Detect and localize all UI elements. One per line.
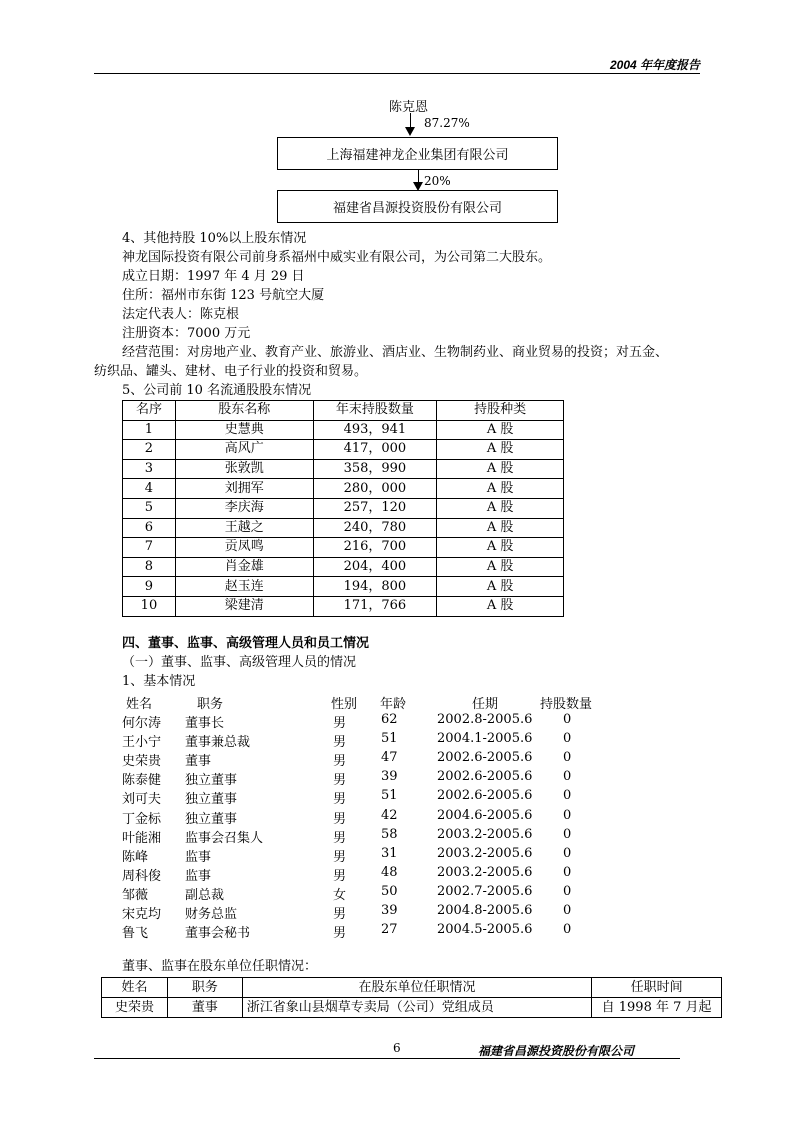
cell-tenure: 2004.1-2005.6	[437, 731, 533, 747]
cell-name: 王越之	[175, 518, 313, 538]
cell-age: 39	[381, 769, 398, 785]
staff-header-row	[0, 693, 794, 712]
page-number: 6	[393, 1041, 401, 1055]
col-header-name: 姓名	[126, 697, 153, 712]
cell-tenure: 自 1998 年 7 月起	[592, 998, 722, 1018]
cell-shares: 0	[563, 845, 572, 861]
cell-post: 监事会召集人	[185, 830, 264, 846]
cell-tenure: 2002.6-2005.6	[437, 769, 533, 785]
cell-name: 王小宁	[122, 735, 162, 751]
cell-shares: 280，000	[313, 479, 437, 499]
cell-age: 39	[381, 903, 398, 918]
cell-name: 高风广	[175, 440, 313, 460]
cell-shares: 0	[563, 750, 572, 766]
section4-line4: 法定代表人：陈克根	[122, 307, 240, 322]
col-header-type: 持股种类	[437, 401, 564, 421]
cell-tenure: 2002.6-2005.6	[437, 788, 533, 804]
table-header-row	[102, 978, 722, 998]
diagram-arrow-1-line	[410, 113, 411, 128]
cell-shares: 194，800	[313, 577, 437, 597]
cell-name: 史慧典	[175, 420, 313, 440]
cell-post: 监事	[185, 868, 212, 884]
diagram-arrow-2-line	[418, 169, 419, 183]
cell-gender: 男	[333, 792, 347, 808]
cell-shares: 0	[563, 883, 572, 899]
cell-rank: 5	[123, 498, 176, 518]
cell-shares: 204，400	[313, 557, 437, 577]
section4-line3: 住所：福州市东街 123 号航空大厦	[122, 288, 325, 303]
chapter4-heading: 四、董事、监事、高级管理人员和员工情况	[122, 636, 370, 651]
col-header-tenure: 任职时间	[592, 978, 722, 998]
staff-row	[0, 788, 794, 807]
cell-name: 肖金雄	[175, 557, 313, 577]
cell-gender: 男	[333, 716, 347, 731]
cell-post: 董事兼总裁	[185, 735, 251, 751]
cell-gender: 男	[333, 830, 347, 846]
cell-post: 董事长	[185, 716, 225, 731]
col-header-shares: 年末持股数量	[313, 401, 437, 421]
cell-tenure: 2004.5-2005.6	[437, 922, 533, 938]
cell-name: 史荣贵	[122, 754, 162, 770]
table-row	[123, 459, 564, 479]
col-header-post: 职务	[197, 697, 224, 712]
cell-name: 何尔涛	[122, 716, 162, 731]
table-header-row	[123, 401, 564, 421]
cell-age: 58	[381, 826, 398, 842]
cell-name: 刘可夫	[122, 792, 162, 808]
cell-shares: 0	[563, 731, 572, 747]
cell-tenure: 2002.8-2005.6	[437, 712, 533, 727]
top10-shareholders-table	[122, 400, 564, 617]
cell-post: 副总裁	[185, 887, 225, 903]
cell-type: A 股	[437, 420, 564, 440]
cell-rank: 2	[123, 440, 176, 460]
cell-post: 董事	[167, 998, 242, 1018]
table-row	[123, 440, 564, 460]
section4-heading: 4、其他持股 10%以上股东情况	[122, 231, 307, 246]
cell-post: 独立董事	[185, 811, 238, 827]
cell-shares: 171，766	[313, 596, 437, 616]
staff-row	[0, 712, 794, 731]
cell-age: 51	[381, 788, 398, 804]
cell-type: A 股	[437, 459, 564, 479]
cell-name: 叶能湘	[122, 830, 162, 846]
cell-name: 刘拥军	[175, 479, 313, 499]
cell-age: 31	[381, 845, 398, 861]
cell-tenure: 2003.2-2005.6	[437, 826, 533, 842]
cell-shares: 0	[563, 712, 572, 727]
cell-gender: 女	[333, 887, 347, 903]
cell-shares: 216，700	[313, 538, 437, 558]
cell-shares: 0	[563, 769, 572, 785]
table-row	[102, 998, 722, 1018]
cell-type: A 股	[437, 498, 564, 518]
staff-row	[0, 808, 794, 827]
cell-name: 陈峰	[122, 849, 149, 865]
cell-age: 50	[381, 883, 398, 899]
cell-age: 62	[381, 712, 398, 727]
staff-row	[0, 750, 794, 769]
col-header-name: 股东名称	[175, 401, 313, 421]
cell-name: 邹薇	[122, 887, 149, 903]
cell-tenure: 2002.6-2005.6	[437, 750, 533, 766]
cell-shares: 0	[563, 826, 572, 842]
staff-row	[0, 865, 794, 884]
cell-type: A 股	[437, 518, 564, 538]
cell-gender: 男	[333, 735, 347, 751]
cell-gender: 男	[333, 773, 347, 789]
cell-gender: 男	[333, 811, 347, 827]
cell-rank: 8	[123, 557, 176, 577]
cell-rank: 4	[123, 479, 176, 499]
cell-post: 董事会秘书	[185, 926, 251, 942]
col-header-rank: 名序	[123, 401, 176, 421]
chapter4-sub1: （一）董事、监事、高级管理人员的情况	[122, 655, 357, 670]
col-header-name: 姓名	[102, 978, 168, 998]
cell-name: 贡凤鸣	[175, 538, 313, 558]
section5-heading: 5、公司前 10 名流通股股东情况	[122, 383, 312, 398]
col-header-shares: 持股数量	[540, 697, 593, 712]
cell-shares: 0	[563, 903, 572, 918]
staff-row	[0, 827, 794, 846]
cell-name: 史荣贵	[102, 998, 168, 1018]
cell-name: 鲁飞	[122, 926, 149, 942]
col-header-shareholder-post: 在股东单位任职情况	[242, 978, 591, 998]
cell-shares: 417，000	[313, 440, 437, 460]
table-row	[123, 420, 564, 440]
cell-name: 宋克均	[122, 907, 162, 922]
cell-post: 监事	[185, 849, 212, 865]
cell-rank: 10	[123, 596, 176, 616]
table-row	[123, 577, 564, 597]
section4-line6b: 纺织品、罐头、建材、电子行业的投资和贸易。	[94, 364, 368, 379]
cell-shares: 493，941	[313, 420, 437, 440]
cell-shareholder-post: 浙江省象山县烟草专卖局（公司）党组成员	[242, 998, 591, 1018]
table-row	[123, 518, 564, 538]
diagram-box-parent-label: 上海福建神龙企业集团有限公司	[326, 148, 509, 163]
cell-tenure: 2004.6-2005.6	[437, 807, 533, 823]
cell-age: 42	[381, 807, 398, 823]
report-title: 2004 年年度报告	[609, 58, 700, 72]
cell-tenure: 2002.7-2005.6	[437, 883, 533, 899]
diagram-box-company	[277, 190, 558, 223]
shareholder-posts-heading: 董事、监事在股东单位任职情况：	[122, 959, 318, 974]
cell-age: 47	[381, 750, 398, 766]
cell-name: 丁金标	[122, 811, 162, 827]
cell-name: 张敦凯	[175, 459, 313, 479]
diagram-box-parent	[277, 137, 558, 170]
staff-row	[0, 884, 794, 903]
staff-row	[0, 846, 794, 865]
cell-shares: 358，990	[313, 459, 437, 479]
cell-gender: 男	[333, 926, 347, 942]
cell-post: 董事	[185, 754, 212, 770]
cell-name: 赵玉连	[175, 577, 313, 597]
cell-type: A 股	[437, 440, 564, 460]
cell-shares: 0	[563, 788, 572, 804]
staff-row	[0, 903, 794, 922]
cell-tenure: 2004.8-2005.6	[437, 903, 533, 918]
cell-age: 51	[381, 731, 398, 747]
cell-age: 27	[381, 922, 398, 938]
cell-shares: 0	[563, 864, 572, 880]
col-header-gender: 性别	[331, 697, 358, 712]
col-header-age: 年龄	[380, 697, 407, 712]
cell-type: A 股	[437, 557, 564, 577]
cell-type: A 股	[437, 596, 564, 616]
table-row	[123, 596, 564, 616]
cell-type: A 股	[437, 577, 564, 597]
staff-row	[0, 769, 794, 788]
cell-name: 陈泰健	[122, 773, 162, 789]
cell-type: A 股	[437, 538, 564, 558]
cell-shares: 240，780	[313, 518, 437, 538]
cell-tenure: 2003.2-2005.6	[437, 864, 533, 880]
table-row	[123, 479, 564, 499]
cell-type: A 股	[437, 479, 564, 499]
cell-gender: 男	[333, 849, 347, 865]
diagram-arrow-1-head	[405, 127, 415, 136]
table-row	[123, 557, 564, 577]
table-row	[123, 538, 564, 558]
cell-name: 李庆海	[175, 498, 313, 518]
section4-line2: 成立日期：1997 年 4 月 29 日	[122, 269, 305, 284]
cell-shares: 257，120	[313, 498, 437, 518]
cell-rank: 3	[123, 459, 176, 479]
diagram-pct-1: 87.27%	[424, 116, 470, 130]
section4-line5: 注册资本：7000 万元	[122, 326, 251, 341]
cell-rank: 6	[123, 518, 176, 538]
cell-rank: 9	[123, 577, 176, 597]
footer-company: 福建省昌源投资股份有限公司	[478, 1044, 635, 1058]
cell-gender: 男	[333, 868, 347, 884]
shareholder-posts-table	[101, 977, 722, 1018]
diagram-pct-2: 20%	[424, 174, 451, 188]
section4-line1: 神龙国际投资有限公司前身系福州中威实业有限公司，为公司第二大股东。	[122, 250, 552, 265]
staff-row	[0, 922, 794, 941]
col-header-post: 职务	[167, 978, 242, 998]
cell-name: 周科俊	[122, 868, 162, 884]
cell-age: 48	[381, 864, 398, 880]
header-rule	[94, 73, 700, 74]
cell-rank: 7	[123, 538, 176, 558]
cell-tenure: 2003.2-2005.6	[437, 845, 533, 861]
cell-shares: 0	[563, 922, 572, 938]
section4-line6a: 经营范围：对房地产业、教育产业、旅游业、酒店业、生物制药业、商业贸易的投资；对五金、	[122, 345, 669, 360]
diagram-box-company-label: 福建省昌源投资股份有限公司	[332, 201, 502, 216]
cell-post: 财务总监	[185, 907, 238, 922]
cell-post: 独立董事	[185, 773, 238, 789]
cell-gender: 男	[333, 907, 347, 922]
chapter4-sub2: 1、基本情况	[122, 674, 196, 689]
col-header-tenure: 任期	[472, 697, 499, 712]
cell-gender: 男	[333, 754, 347, 770]
cell-rank: 1	[123, 420, 176, 440]
cell-shares: 0	[563, 807, 572, 823]
staff-row	[0, 731, 794, 750]
cell-post: 独立董事	[185, 792, 238, 808]
diagram-top-person: 陈克恩	[389, 100, 429, 115]
cell-name: 梁建清	[175, 596, 313, 616]
table-row	[123, 498, 564, 518]
